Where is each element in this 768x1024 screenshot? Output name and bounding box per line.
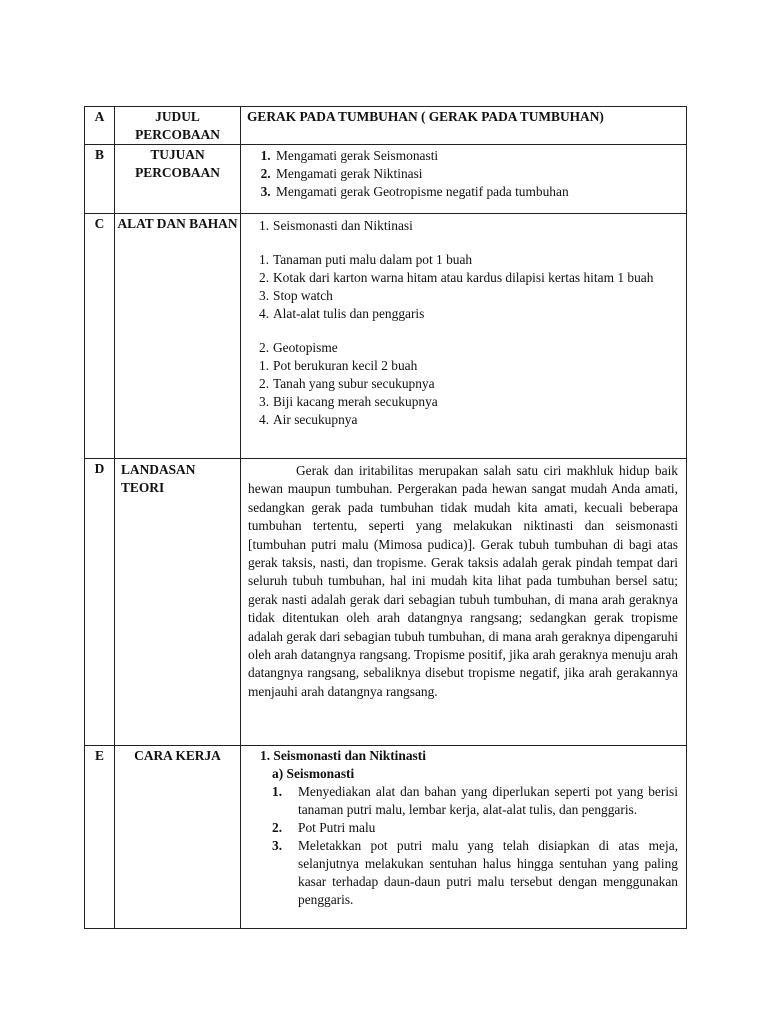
section-geotropisme <box>259 339 678 429</box>
tujuan-label: TUJUAN PERCOBAAN <box>135 147 220 180</box>
row-label <box>115 746 241 929</box>
list-item: 2. Pot Putri malu <box>272 820 376 835</box>
list-item: 3. Stop watch <box>259 288 333 303</box>
row-key: A <box>85 107 115 145</box>
section-heading: 2. Geotopisme <box>259 340 338 355</box>
row-landasan-teori <box>85 459 687 746</box>
list-item: 4. Air secukupnya <box>259 412 358 427</box>
row-label <box>115 459 241 746</box>
list-item: 3. Biji kacang merah secukupnya <box>259 394 438 409</box>
row-tujuan <box>85 145 687 214</box>
row-cara-kerja <box>85 746 687 929</box>
list-item: 2. Kotak dari karton warna hitam atau kardus dilapisi kertas hitam 1 buah <box>259 270 654 285</box>
landasan-paragraph: Gerak dan iritabilitas merupakan salah satu ciri makhluk hidup baik hewan maupun tumbuhan. Pergerakan pada hewan sangat mudah Anda amati, sedangkan gerak pada tumbuhan tidak mudah kita amati, kecuali beberapa tumbuhan tertentu, seperti yang melakukan niktinasti dan seismonasti [tumbuhan putri malu (Mimosa pudica)]. Gerak tubuh tumbuhan di bagi atas gerak taksis, nasti, dan tropisme. Gerak taksis adalah gerak pindah tempat dari seluruh tubuh tumbuhan, hal ini mudah kita lihat pada tumbuhan bersel satu; gerak nasti adalah gerak dari sebagian tubuh tumbuhan, di mana arah geraknya tidak ditentukan oleh arah datangnya rangsang; sedangkan gerak tropisme adalah gerak dari sebagian tubuh tumbuhan, di mana arah geraknya dipengaruhi oleh arah datangnya rangsang. Tropisme positif, jika arah geraknya menuju arah datangnya rangsang, sebaliknya disebut tropisme negatif, jika arah gerakannya menjauhi arah datangnya rangsang. <box>248 463 678 699</box>
list-item: 2. Tanah yang subur secukupnya <box>259 376 435 391</box>
bahan-list-1 <box>259 251 678 323</box>
row-content <box>241 107 687 145</box>
row-content <box>241 145 687 214</box>
alat-label: ALAT DAN BAHAN <box>117 216 238 231</box>
tujuan-list <box>241 145 686 201</box>
row-key: D <box>85 459 115 746</box>
cara-kerja-label: CARA KERJA <box>134 748 221 763</box>
list-item: 1. Mengamati gerak Seismonasti <box>274 147 686 165</box>
row-key: E <box>85 746 115 929</box>
list-item: 1. Tanaman puti malu dalam pot 1 buah <box>259 252 473 267</box>
row-alat-bahan <box>85 214 687 459</box>
list-item: 3. Meletakkan pot putri malu yang telah disiapkan di atas meja, selanjutnya melakukan sentuhan halus hingga sentuhan yang paling kasar terhadap daun-daun putri malu tersebut dengan menggunakan penggaris. <box>272 838 678 907</box>
list-item: 1. Pot berukuran kecil 2 buah <box>259 358 418 373</box>
row-content <box>241 746 687 929</box>
worksheet-table <box>84 106 687 929</box>
section-seismonasti <box>259 217 678 235</box>
list-item: 2. Mengamati gerak Niktinasi <box>274 165 686 183</box>
section-heading: 1. Seismonasti dan Niktinasti <box>260 748 426 763</box>
judul-title: GERAK PADA TUMBUHAN ( GERAK PADA TUMBUHAN) <box>247 109 604 124</box>
row-label <box>115 107 241 145</box>
row-label <box>115 145 241 214</box>
steps-list <box>260 783 678 909</box>
row-content <box>241 459 687 746</box>
row-judul <box>85 107 687 145</box>
list-item: 4. Alat-alat tulis dan penggaris <box>259 306 425 321</box>
row-label <box>115 214 241 459</box>
list-item: 3. Mengamati gerak Geotropisme negatif pada tumbuhan <box>274 183 686 201</box>
row-content <box>241 214 687 459</box>
row-key: B <box>85 145 115 214</box>
subsection-heading: a) Seismonasti <box>272 766 355 781</box>
judul-label: JUDUL PERCOBAAN <box>135 109 220 142</box>
row-key: C <box>85 214 115 459</box>
list-item: 1. Menyediakan alat dan bahan yang diperlukan seperti pot yang berisi tanaman putri malu, lembar kerja, alat-alat tulis, dan penggaris. <box>272 784 678 817</box>
landasan-label: LANDASAN TEORI <box>121 462 196 495</box>
section-heading: 1. Seismonasti dan Niktinasi <box>259 218 413 233</box>
